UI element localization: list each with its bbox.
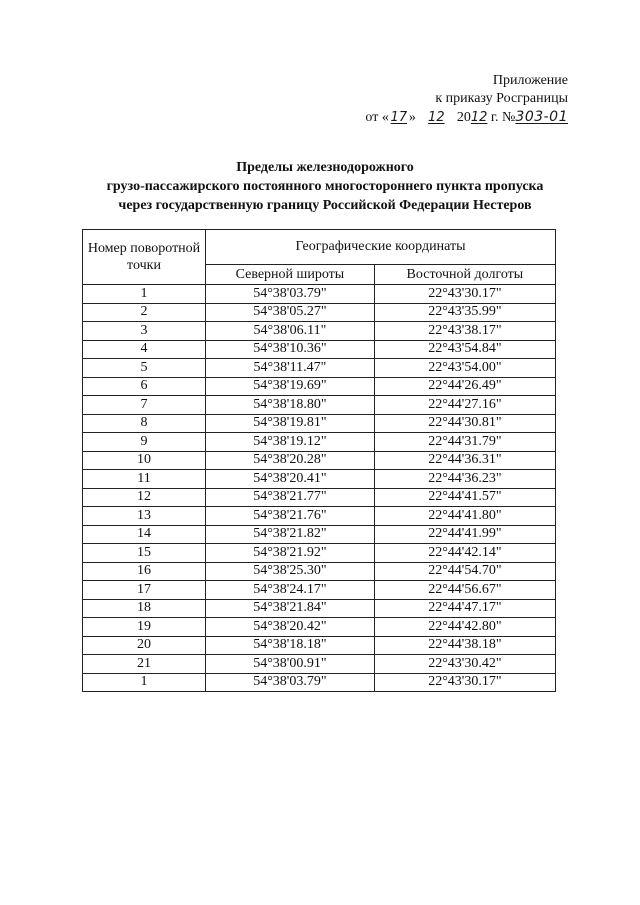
table-row — [83, 433, 556, 452]
point-number-cell: 21 — [83, 655, 206, 674]
point-number-cell: 1 — [83, 673, 206, 692]
point-number-cell: 20 — [83, 636, 206, 655]
table-row — [83, 618, 556, 637]
latitude-cell: 54°38'05.27" — [206, 303, 375, 322]
latitude-cell: 54°38'20.42" — [206, 618, 375, 637]
table-row — [83, 544, 556, 563]
appendix-header — [328, 72, 568, 127]
longitude-cell: 22°43'30.17" — [374, 285, 555, 304]
table-row — [83, 507, 556, 526]
point-number-cell: 19 — [83, 618, 206, 637]
order-year-prefix: 20 — [453, 110, 471, 125]
table-row — [83, 581, 556, 600]
latitude-cell: 54°38'21.84" — [206, 599, 375, 618]
table-row — [83, 562, 556, 581]
point-number-cell: 7 — [83, 396, 206, 415]
longitude-cell: 22°44'26.49" — [374, 377, 555, 396]
longitude-cell: 22°44'47.17" — [374, 599, 555, 618]
table-row — [83, 451, 556, 470]
order-mid2: г. № — [487, 110, 516, 125]
order-prefix: от « — [365, 110, 389, 125]
latitude-cell: 54°38'20.41" — [206, 470, 375, 489]
order-year-suffix: 12 — [470, 110, 488, 125]
point-number-cell: 18 — [83, 599, 206, 618]
point-number-cell: 6 — [83, 377, 206, 396]
appendix-label: Приложение — [492, 73, 568, 88]
order-number: 303-01 — [515, 109, 568, 125]
latitude-cell: 54°38'19.81" — [206, 414, 375, 433]
header-point-number: Номер поворотной точки — [83, 230, 206, 285]
point-number-cell: 4 — [83, 340, 206, 359]
longitude-cell: 22°44'41.99" — [374, 525, 555, 544]
point-number-cell: 8 — [83, 414, 206, 433]
appendix-order-ref: к приказу Росграницы — [435, 91, 568, 106]
order-month: 12 — [428, 110, 445, 125]
longitude-cell: 22°43'35.99" — [374, 303, 555, 322]
longitude-cell: 22°43'54.00" — [374, 359, 555, 378]
table-row — [83, 322, 556, 341]
point-number-cell: 2 — [83, 303, 206, 322]
table-row — [83, 599, 556, 618]
longitude-cell: 22°44'41.57" — [374, 488, 555, 507]
order-mid1: » — [408, 110, 420, 125]
title-line-1: Пределы железнодорожного — [236, 160, 414, 175]
table-row — [83, 636, 556, 655]
latitude-cell: 54°38'18.18" — [206, 636, 375, 655]
latitude-cell: 54°38'25.30" — [206, 562, 375, 581]
table-row — [83, 396, 556, 415]
point-number-cell: 17 — [83, 581, 206, 600]
table-row — [83, 673, 556, 692]
longitude-cell: 22°44'27.16" — [374, 396, 555, 415]
latitude-cell: 54°38'03.79" — [206, 285, 375, 304]
longitude-cell: 22°44'41.80" — [374, 507, 555, 526]
longitude-cell: 22°43'38.17" — [374, 322, 555, 341]
latitude-cell: 54°38'18.80" — [206, 396, 375, 415]
table-row — [83, 303, 556, 322]
table-body — [83, 285, 556, 692]
point-number-cell: 11 — [83, 470, 206, 489]
latitude-cell: 54°38'20.28" — [206, 451, 375, 470]
latitude-cell: 54°38'21.77" — [206, 488, 375, 507]
point-number-cell: 12 — [83, 488, 206, 507]
title-line-2: грузо-пассажирского постоянного многостороннего пункта пропуска — [106, 179, 544, 194]
table-row — [83, 377, 556, 396]
longitude-cell: 22°44'42.80" — [374, 618, 555, 637]
header-row-1 — [83, 230, 556, 265]
point-number-cell: 15 — [83, 544, 206, 563]
header-longitude: Восточной долготы — [374, 265, 555, 285]
latitude-cell: 54°38'21.82" — [206, 525, 375, 544]
longitude-cell: 22°44'56.67" — [374, 581, 555, 600]
longitude-cell: 22°43'30.42" — [374, 655, 555, 674]
table-row — [83, 414, 556, 433]
table-header — [83, 230, 556, 285]
table-row — [83, 655, 556, 674]
order-date-number — [328, 108, 568, 127]
point-number-cell: 3 — [83, 322, 206, 341]
longitude-cell: 22°44'36.23" — [374, 470, 555, 489]
latitude-cell: 54°38'21.92" — [206, 544, 375, 563]
longitude-cell: 22°44'54.70" — [374, 562, 555, 581]
longitude-cell: 22°44'38.18" — [374, 636, 555, 655]
latitude-cell: 54°38'21.76" — [206, 507, 375, 526]
point-number-cell: 13 — [83, 507, 206, 526]
table-row — [83, 525, 556, 544]
title-line-3: через государственную границу Российской Федерации Нестеров — [118, 198, 532, 213]
table-row — [83, 285, 556, 304]
latitude-cell: 54°38'19.69" — [206, 377, 375, 396]
longitude-cell: 22°44'31.79" — [374, 433, 555, 452]
order-day: 17 — [390, 110, 408, 125]
latitude-cell: 54°38'06.11" — [206, 322, 375, 341]
point-number-cell: 10 — [83, 451, 206, 470]
latitude-cell: 54°38'19.12" — [206, 433, 375, 452]
table-row — [83, 470, 556, 489]
longitude-cell: 22°43'54.84" — [374, 340, 555, 359]
table-row — [83, 340, 556, 359]
longitude-cell: 22°44'36.31" — [374, 451, 555, 470]
header-latitude: Северной широты — [206, 265, 375, 285]
longitude-cell: 22°44'30.81" — [374, 414, 555, 433]
latitude-cell: 54°38'00.91" — [206, 655, 375, 674]
document-title — [60, 158, 590, 215]
latitude-cell: 54°38'24.17" — [206, 581, 375, 600]
point-number-cell: 16 — [83, 562, 206, 581]
longitude-cell: 22°43'30.17" — [374, 673, 555, 692]
point-number-cell: 9 — [83, 433, 206, 452]
table-row — [83, 359, 556, 378]
point-number-cell: 5 — [83, 359, 206, 378]
point-number-cell: 14 — [83, 525, 206, 544]
latitude-cell: 54°38'03.79" — [206, 673, 375, 692]
coordinates-table — [82, 229, 556, 692]
table-row — [83, 488, 556, 507]
longitude-cell: 22°44'42.14" — [374, 544, 555, 563]
latitude-cell: 54°38'11.47" — [206, 359, 375, 378]
header-geo-coordinates: Географические координаты — [206, 230, 556, 265]
point-number-cell: 1 — [83, 285, 206, 304]
latitude-cell: 54°38'10.36" — [206, 340, 375, 359]
